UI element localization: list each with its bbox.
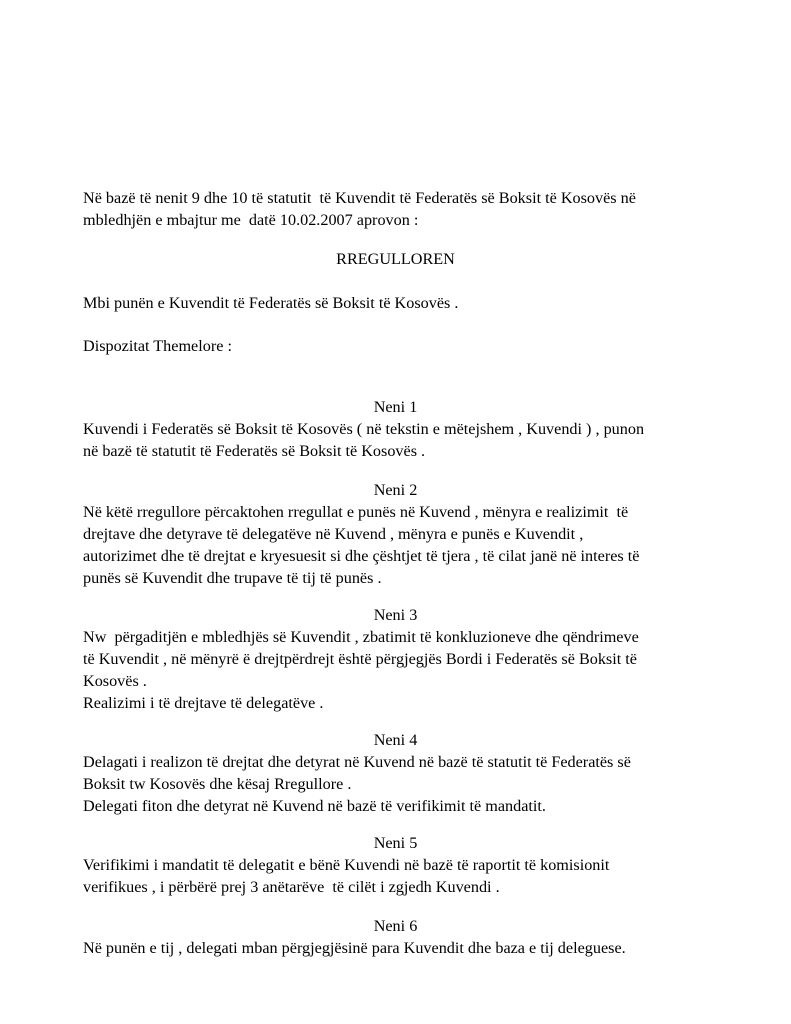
article-body: [83, 418, 723, 462]
article-heading: Neni 2: [373, 481, 418, 499]
document-subtitle: Mbi punën e Kuvendit të Federatës së Boksit të Kosovës .: [83, 294, 459, 312]
article-line: të Kuvendit , në mënyrë ë drejtpërdrejt është përgjegjës Bordi i Federatës së Boksit të: [83, 650, 637, 668]
article-line: Kuvendi i Federatës së Boksit të Kosovës ( në tekstin e mëtejshem , Kuvendi ) , punon: [83, 420, 645, 438]
article-body: [83, 501, 723, 589]
article-body: [83, 751, 723, 817]
article-heading: Neni 1: [373, 398, 418, 416]
article-line: verifikues , i përbërë prej 3 anëtarëve të cilët i zgjedh Kuvendi .: [83, 878, 500, 896]
intro-line: Në bazë të nenit 9 dhe 10 të statutit të Kuvendit të Federatës së Boksit të Kosovës në: [83, 189, 636, 207]
article-body: [83, 937, 723, 959]
article-line: punës së Kuvendit dhe trupave të tij të punës .: [83, 569, 382, 587]
article-line: Verifikimi i mandatit të delegatit e bënë Kuvendi në bazë të raportit të komisionit: [83, 856, 610, 874]
article-line: Kosovës .: [83, 672, 147, 690]
intro-paragraph: [83, 187, 723, 231]
article-heading: Neni 4: [373, 731, 418, 749]
article-line: Në këtë rregullore përcaktohen rregullat e punës në Kuvend , mënyra e realizimit të: [83, 503, 629, 521]
document-title: RREGULLOREN: [336, 250, 455, 268]
article-line: autorizimet dhe të drejtat e kryesuesit si dhe çështjet të tjera , të cilat janë në interes të: [83, 547, 640, 565]
article-line: Nw përgaditjën e mbledhjës së Kuvendit , zbatimit të konkluzioneve dhe qëndrimeve: [83, 628, 639, 646]
intro-line: mbledhjën e mbajtur me datë 10.02.2007 aprovon :: [83, 211, 419, 229]
article-line: drejtave dhe detyrave të delegatëve në Kuvend , mënyra e punës e Kuvendit ,: [83, 525, 584, 543]
article-body: [83, 626, 723, 714]
article-heading: Neni 3: [373, 606, 418, 624]
article-line: në bazë të statutit të Federatës së Boksit të Kosovës .: [83, 442, 426, 460]
article-line: Delegati fiton dhe detyrat në Kuvend në bazë të verifikimit të mandatit.: [83, 797, 546, 815]
section-heading: Dispozitat Themelore :: [83, 337, 232, 355]
article-line: Në punën e tij , delegati mban përgjegjësinë para Kuvendit dhe baza e tij deleguese.: [83, 939, 626, 957]
article-line: Boksit tw Kosovës dhe kësaj Rregullore .: [83, 775, 352, 793]
article-body: [83, 854, 723, 898]
article-line: Realizimi i të drejtave të delegatëve .: [83, 694, 324, 712]
article-line: Delagati i realizon të drejtat dhe detyrat në Kuvend në bazë të statutit të Federatës së: [83, 753, 631, 771]
article-heading: Neni 5: [373, 834, 418, 852]
article-heading: Neni 6: [373, 917, 418, 935]
